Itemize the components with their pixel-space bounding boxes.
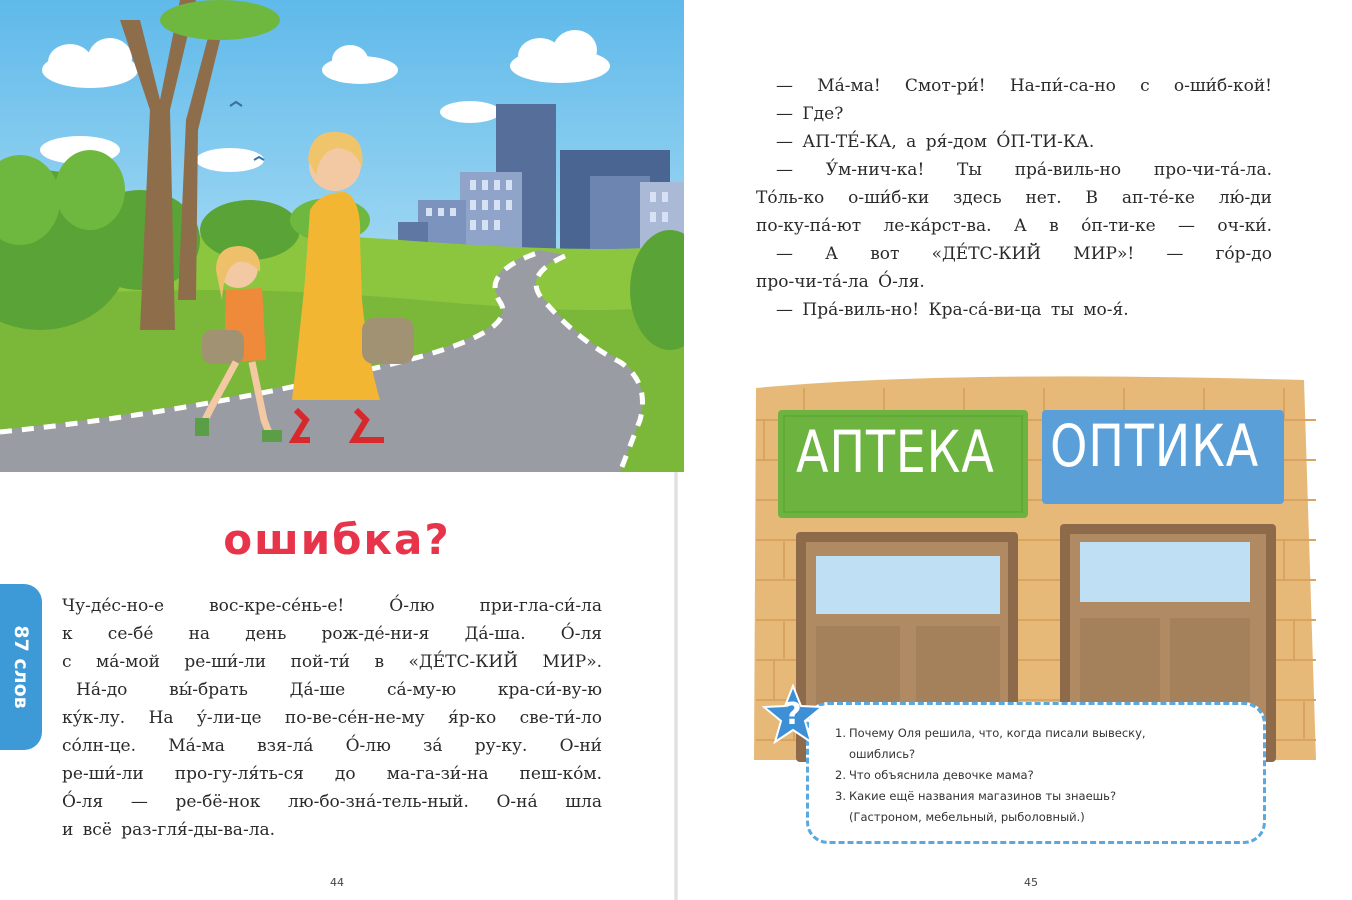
page-number-left: 44 [330, 876, 344, 889]
story-line: и всё раз-гля́-ды-ва-ла. [62, 820, 276, 840]
questions-box [806, 702, 1266, 844]
story-line: к се-бе́ на день рож-де́-ни-я Да́-ша. О́-ля [62, 624, 602, 644]
dialog-line: — АП-ТЕ́-КА, а ря́-дом О́П-ТИ-КА. [776, 132, 1095, 152]
dialog-line: — У́м-нич-ка! Ты пра́-виль-но про-чи-та́-ла. [776, 160, 1272, 180]
dialog-line: То́ль-ко о-ши́б-ки здесь нет. В ап-те́-ке лю́-ди [756, 188, 1272, 208]
question-mark-label: ? [784, 697, 802, 732]
question-item: 1. Почему Оля решила, что, когда писали вывеску, [835, 726, 1146, 740]
dialog-line: — Ма́-ма! Смот-ри́! На-пи́-са-но с о-ши́б-кой! [776, 76, 1272, 96]
story-line: ку́к-лу. На у́-ли-це по-ве-се́н-не-му я́р-ко све-ти́-ло [62, 708, 602, 728]
dialog-line: по-ку-па́-ют ле-ка́рст-ва. А в о́п-ти-ке — оч-ки́. [756, 216, 1272, 236]
story-title: ошибка? [223, 515, 451, 564]
question-star-icon [762, 684, 824, 746]
word-count-tab [0, 584, 42, 750]
question-item: 3. Какие ещё названия магазинов ты знаешь? [835, 789, 1117, 803]
page-number-right: 45 [1024, 876, 1038, 889]
story-line: Чу-де́с-но-е вос-кре-се́нь-е! О́-лю при-гла-си́-ла [62, 596, 602, 616]
dialog-line: про-чи-та́-ла О́-ля. [756, 272, 925, 292]
story-line: На́-до вы́-брать Да́-ше са́-му-ю кра-си́-ву-ю [76, 680, 602, 700]
story-line: со́лн-це. Ма́-ма взя-ла́ О́-лю за́ ру-ку. О-ни́ [62, 736, 602, 756]
story-text [62, 592, 602, 844]
dialog-line: — А вот «ДЕ́ТС-КИЙ МИР»! — го́р-до [776, 244, 1272, 264]
story-line: ре-ши́-ли про-гу-ля́ть-ся до ма-га-зи́-на пеш-ко́м. [62, 764, 602, 784]
dialog-line: — Пра́-виль-но! Кра-са́-ви-ца ты мо-я́. [776, 300, 1129, 320]
optics-sign: ОПТИКА [1050, 412, 1260, 480]
word-count-label: 87 слов [10, 625, 32, 709]
question-continuation: ошиблись? [849, 747, 916, 761]
story-line: с ма́-мой ре-ши́-ли пой-ти́ в «ДЕ́ТС-КИЙ МИР». [62, 652, 602, 672]
story-line: О́-ля — ре-бё-нок лю-бо-зна́-тель-ный. О-на́ шла [62, 792, 602, 812]
question-item: 2. Что объяснила девочке мама? [835, 768, 1034, 782]
pharmacy-sign: АПТЕКА [796, 418, 995, 486]
question-continuation: (Гастроном, мебельный, рыболовный.) [849, 810, 1085, 824]
story-illustration [0, 0, 684, 472]
dialog-line: — Где? [776, 104, 844, 124]
dialog-text [756, 72, 1272, 324]
